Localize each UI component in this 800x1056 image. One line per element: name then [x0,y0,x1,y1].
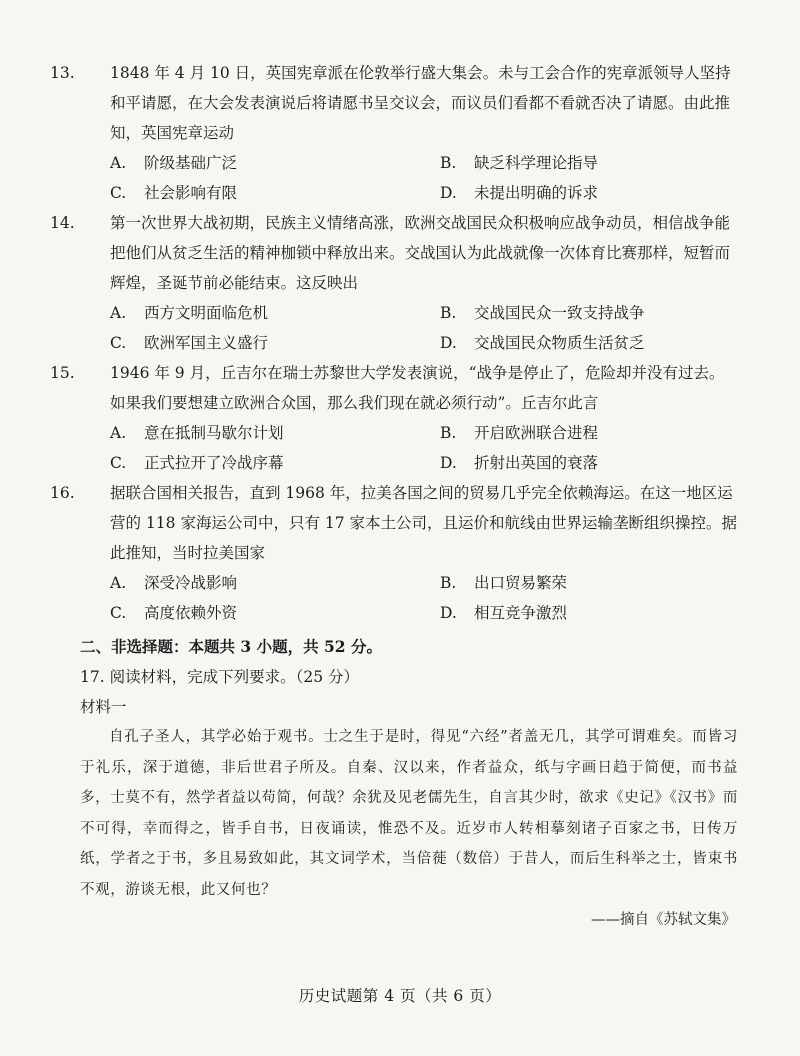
option-d[interactable]: D. 相互竞争激烈 [440,604,568,622]
option-d[interactable]: D. 未提出明确的诉求 [440,184,599,202]
options-list [80,148,738,208]
question-16 [50,478,738,628]
option-c[interactable]: C. 正式拉开了冷战序幕 [110,454,284,472]
option-a[interactable]: A. 阶级基础广泛 [110,154,238,172]
material-text: 自孔子圣人，其学必始于观书。士之生于是时，得见“六经”者盖无几，其学可谓难矣。而皆习于礼乐，深于道德，非后世君子所及。自秦、汉以来，作者益众，纸与字画日趋于简便，而书益多，士莫不有，然学者益以苟简，何哉？余犹及见老儒先生，自言其少时，欲求《史记》《汉书》而不可得，幸而得之，皆手自书，日夜诵读，惟恐不及。近岁市人转相摹刻诸子百家之书，日传万纸，学者之于书，多且易致如此，其文词学术，当倍蓰（数倍）于昔人，而后生科举之士，皆束书不观，游谈无根，此又何也？ [80,729,738,898]
option-b[interactable]: B. 出口贸易繁荣 [440,574,568,592]
option-a[interactable]: A. 深受冷战影响 [110,574,238,592]
material-source: ——摘自《苏轼文集》 [591,912,736,928]
question-number: 15. [50,364,75,382]
question-number: 13. [50,64,75,82]
page-footer: 历史试题第 4 页（共 6 页） [298,987,502,1005]
option-c[interactable]: C. 欧洲军国主义盛行 [110,334,269,352]
question-stem: 16. 据联合国相关报告，直到 1968 年，拉美各国之间的贸易几乎完全依赖海运。在这一地区运营的 118 家海运公司中，只有 17 家本土公司，且运价和航线由世界运输垄断组织操控。据此推知，当时拉美国家 [80,478,738,568]
options-list [80,418,738,478]
section-heading: 二、非选择题：本题共 3 小题，共 52 分。 [80,637,382,656]
question-number: 16. [50,484,75,502]
question-number: 14. [50,214,75,232]
option-c[interactable]: C. 社会影响有限 [110,184,238,202]
options-list [80,568,738,628]
question-stem: 14. 第一次世界大战初期，民族主义情绪高涨，欧洲交战国民众积极响应战争动员，相信战争能把他们从贫乏生活的精神枷锁中释放出来。交战国认为此战就像一次体育比赛那样，短暂而辉煌，圣诞节前必能结束。这反映出 [80,208,738,298]
question-stem: 13. 1848 年 4 月 10 日，英国宪章派在伦敦举行盛大集会。未与工会合作的宪章派领导人坚持和平请愿，在大会发表演说后将请愿书呈交议会，而议员们看都不看就否决了请愿。由此推知，英国宪章运动 [80,58,738,148]
option-a[interactable]: A. 意在抵制马歇尔计划 [110,424,284,442]
question-stem: 15. 1946 年 9 月，丘吉尔在瑞士苏黎世大学发表演说，“战争是停止了，危险却并没有过去。如果我们要想建立欧洲合众国，那么我们现在就必须行动”。丘吉尔此言 [80,358,738,418]
option-d[interactable]: D. 交战国民众物质生活贫乏 [440,334,645,352]
option-b[interactable]: B. 缺乏科学理论指导 [440,154,599,172]
option-b[interactable]: B. 交战国民众一致支持战争 [440,304,645,322]
option-c[interactable]: C. 高度依赖外资 [110,604,238,622]
options-list [80,298,738,358]
question-15 [50,358,738,478]
question-13 [50,58,738,208]
question-17-prompt: 17. 阅读材料，完成下列要求。（25 分） [80,668,359,686]
option-b[interactable]: B. 开启欧洲联合进程 [440,424,599,442]
option-a[interactable]: A. 西方文明面临危机 [110,304,269,322]
option-d[interactable]: D. 折射出英国的衰落 [440,454,599,472]
material-label: 材料一 [80,698,127,716]
question-14 [50,208,738,358]
